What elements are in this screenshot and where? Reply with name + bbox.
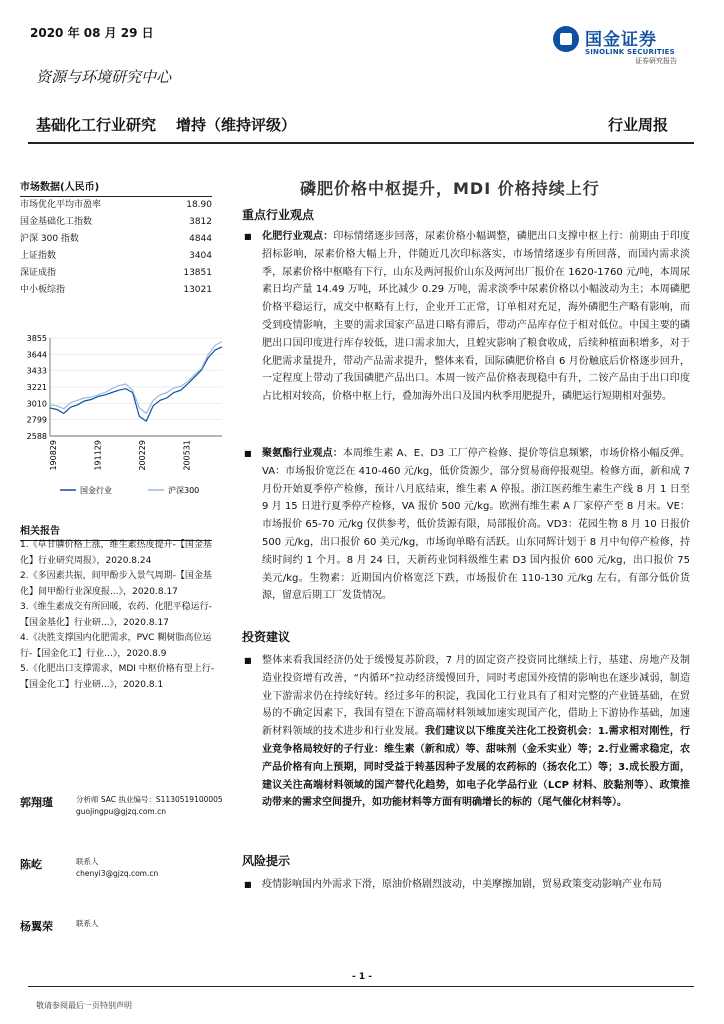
series-line-0 xyxy=(50,347,222,421)
industry-title: 基础化工行业研究 xyxy=(36,116,157,134)
report-type: 行业周报 xyxy=(608,116,669,134)
market-data-value: 3812 xyxy=(189,217,212,227)
investment-text: 整体来看我国经济仍处于缓慢复苏阶段，7 月的固定资产投资同比继续上行，基建、房地产及制造业投资增有改善，“内循环”拉动经济缓慢回升，同时考虑国外疫情的影响也在逐步减弱，制造业下游需求仍在持续好转。经过多年的积淀，我国化工行业具有了相对完整的产业链基础，在贸易的不确定因素下，我国有望在下游高端材料领域加速实现国产化，借助上下游协作基础，加速新材料领域的技术进步和行业发展。 xyxy=(262,655,690,738)
investment-recommendation: 我们建议以下维度关注化工投资机会：1.需求相对刚性，行业竞争格局较好的子行业：维生素（新和成）等、甜味剂（金禾实业）等；2.行业需求稳定，农产品价格有向上预期，同时受益于转基因种子发展的农药标的（扬农化工）等；3.成长股方面，建议关注高端材料领域的国产替代化趋势，如电子化学品行业（LCP 材料、胶黏剂等）、政策推动带来的需求空间提升，如功能材料等方面有明确增长的标的（尾气催化材料等）。 xyxy=(262,726,690,809)
x-tick-label: 190829 xyxy=(49,440,58,471)
logo-cn-text: 国金证券 xyxy=(585,30,657,50)
report-date: 2020 年 08 月 29 日 xyxy=(30,26,154,40)
rating-label: 增持（维持评级） xyxy=(176,116,297,134)
y-tick-label: 2799 xyxy=(26,415,47,425)
section-heading-investment: 投资建议 xyxy=(242,630,291,644)
section-heading-risk: 风险提示 xyxy=(242,854,291,868)
related-report-item[interactable] xyxy=(20,600,220,631)
market-data-label: 市场优化平均市盈率 xyxy=(20,200,102,210)
related-report-item[interactable] xyxy=(20,662,220,693)
analyst-card xyxy=(20,856,230,918)
market-data-value: 18.90 xyxy=(186,200,212,210)
related-report-date: 2020.8.9 xyxy=(126,648,167,659)
analyst-card xyxy=(20,918,230,980)
related-report-title: 5.《化肥出口支撑需求，MDI 中枢价格有望上行-【国金化工】行业研...》， xyxy=(20,664,215,690)
analyst-info xyxy=(76,794,223,818)
logo-en-text: SINOLINK SECURITIES xyxy=(585,48,675,56)
x-tick-label: 191129 xyxy=(93,440,103,471)
legend-label: 沪深300 xyxy=(168,486,200,495)
polyurethane-paragraph xyxy=(262,445,690,605)
y-tick-label: 3010 xyxy=(26,399,47,409)
y-tick-label: 3855 xyxy=(26,334,47,343)
related-reports-heading: 相关报告 xyxy=(20,522,212,541)
polyurethane-text: 本周维生素 A、E、D3 工厂停产检修、提价等信息频繁，市场价格小幅反弹。VA：市场报价宽泛在 410-460 元/kg，低价货源少，部分贸易商停报观望。检修方面，新和成 7 月份开始夏季停产检修，预计八月底结束，维生素 A 停报。浙江医药维生素生产线 8 月 1 日至 9 月 15 日进行夏季停产检修，VA 报价 500 元/kg。欧洲有维生素 A 厂家停产至 8 月末。VE：市场报价 65-70 元/kg 仅供参考，低价货源有限，局部报价高。VD3：花园生物 8 月 10 日报价 500 元/kg，出口报价 60 美元/kg，市场询单略有活跃。山东同辉计划于 8 月中旬停产检修，持续时间约 1 个月。8 月 24 日，天新药业饲料级维生素 D3 国内报价 600 元/kg，出口报价 75 美元/kg。生物素：近期国内价格宽泛下跌，市场报价在 110-130 元/kg 左右，有部分低价货源，留意后期工厂发货情况。 xyxy=(262,448,690,602)
market-data-row xyxy=(20,265,212,282)
related-report-title: 1.《草甘膦价格上涨，维生素热度提升-【国金基化】行业研究周报》， xyxy=(20,540,212,566)
x-tick-label: 200531 xyxy=(182,440,192,471)
market-data-row xyxy=(20,231,212,248)
related-report-date: 2020.8.1 xyxy=(123,679,164,690)
analyst-list xyxy=(20,794,230,980)
related-report-item[interactable] xyxy=(20,569,220,600)
sinolink-logo-icon xyxy=(553,26,579,52)
related-report-date: 2020.8.17 xyxy=(132,586,178,597)
market-data-label: 上证指数 xyxy=(20,251,57,261)
bullet-icon: ■ xyxy=(244,880,252,889)
market-data-panel xyxy=(20,178,212,299)
header-divider xyxy=(28,142,694,144)
investment-paragraph xyxy=(262,652,690,812)
analyst-name: 郭翔瑾 xyxy=(20,796,53,809)
analyst-name: 陈屹 xyxy=(20,858,42,871)
market-data-value: 3404 xyxy=(189,251,212,261)
research-center-name: 资源与环境研究中心 xyxy=(36,68,172,86)
market-data-row xyxy=(20,197,212,214)
bullet-icon: ■ xyxy=(244,232,252,241)
polyurethane-lead: 聚氨酯行业观点： xyxy=(262,448,343,459)
x-tick-label: 200229 xyxy=(137,440,147,471)
analyst-info xyxy=(76,918,99,930)
related-report-item[interactable] xyxy=(20,538,220,569)
page-number: - 1 - xyxy=(352,972,372,982)
analyst-title: 联系人 xyxy=(76,919,99,928)
market-data-label: 国金基础化工指数 xyxy=(20,217,93,227)
analyst-card xyxy=(20,794,230,856)
index-chart-svg xyxy=(20,330,225,495)
bullet-icon: ■ xyxy=(244,656,252,665)
market-data-row xyxy=(20,214,212,231)
main-title: 磷肥价格中枢提升，MDI 价格持续上行 xyxy=(300,179,600,198)
analyst-info xyxy=(76,856,158,880)
related-report-date: 2020.8.24 xyxy=(105,555,152,566)
market-data-value: 13021 xyxy=(183,285,212,295)
analyst-title: 分析师 SAC 执业编号：S1130519100005 xyxy=(76,795,223,804)
market-data-row xyxy=(20,282,212,299)
legend-label: 国金行业 xyxy=(80,486,112,495)
fertilizer-lead: 化肥行业观点： xyxy=(262,231,334,242)
market-data-label: 中小板综指 xyxy=(20,285,66,295)
risk-paragraph: 疫情影响国内外需求下滑，原油价格剧烈波动，中美摩擦加剧，贸易政策变动影响产业布局 xyxy=(262,879,662,890)
y-tick-label: 3221 xyxy=(26,383,47,393)
logo-subtitle: 证券研究报告 xyxy=(635,57,677,65)
footer-divider xyxy=(28,986,694,987)
index-chart xyxy=(20,330,225,495)
market-data-label: 沪深 300 指数 xyxy=(20,234,79,244)
fertilizer-paragraph xyxy=(262,228,690,406)
analyst-name: 杨翼荣 xyxy=(20,920,53,933)
disclaimer-note: 敬请参阅最后一页特别声明 xyxy=(36,1001,132,1010)
market-data-table xyxy=(20,197,212,299)
market-data-value: 13851 xyxy=(183,268,212,278)
analyst-title: 联系人 xyxy=(76,857,99,866)
y-tick-label: 3433 xyxy=(26,366,47,376)
related-report-title: 2.《多因素共振，间甲酚步入景气周期-【国金基化】间甲酚行业深度报...》， xyxy=(20,571,212,597)
y-tick-label: 2588 xyxy=(26,432,47,441)
section-heading-industry: 重点行业观点 xyxy=(242,208,315,222)
report-title-line xyxy=(36,114,296,135)
analyst-email[interactable]: guojingpu@gjzq.com.cn xyxy=(76,807,167,816)
market-data-value: 4844 xyxy=(189,234,212,244)
fertilizer-text: 印标情绪逐步回落，尿素价格小幅调整，磷肥出口支撑中枢上行：前期由于印度招标影响，尿素价格大幅上升，伴随近几次印标落实，市场情绪逐步有所回落，而国内需求淡季，尿素价格中枢略有下行，山东及两河报价山东及两河出厂报价在 1620-1760 元/吨，本周尿素日均产量 14.49 万吨，环比减少 0.29 万吨，需求淡季中尿素价格以小幅波动为主；本周磷肥价格平稳运行，成交中枢略有上行，企业开工正常，订单相对充足，海外磷肥生产略有影响，而受到疫情影响，主要的需求国家产品进口略有滞后，带动产品库存位于相对低位。中国主要的磷肥出口国印度进行库存较低，进口需求加大，且蝗灾影响了粮食收成，后续种植面积增多，对于化肥需求量提升，带动产品需求提升，整体来看，国际磷肥价格自 6 月份触底后价格逐步回升，一定程度上带动了我国磷肥产品出口。本周一铵产品价格表现稳中有升，二铵产品由于出口印度占比相对较高，价格中枢上行，叠加海外出口及国内秋季用肥提升，磷肥运行短期相对强势。 xyxy=(262,231,691,403)
related-reports-list xyxy=(20,538,220,693)
market-data-heading: 市场数据(人民币) xyxy=(20,178,212,197)
related-report-item[interactable] xyxy=(20,631,220,662)
y-tick-label: 3644 xyxy=(26,350,47,360)
bullet-icon: ■ xyxy=(244,449,252,458)
market-data-row xyxy=(20,248,212,265)
related-report-title: 3.《维生素成交有所回暖，农药、化肥平稳运行-【国金基化】行业研...》， xyxy=(20,602,212,628)
analyst-email[interactable]: chenyi3@gjzq.com.cn xyxy=(76,869,159,878)
market-data-label: 深证成指 xyxy=(20,268,57,278)
related-report-title: 4.《决胜支撑国内化肥需求，PVC 糊树脂高位运行-【国金化工】行业...》， xyxy=(20,633,212,659)
related-report-date: 2020.8.17 xyxy=(123,617,169,628)
